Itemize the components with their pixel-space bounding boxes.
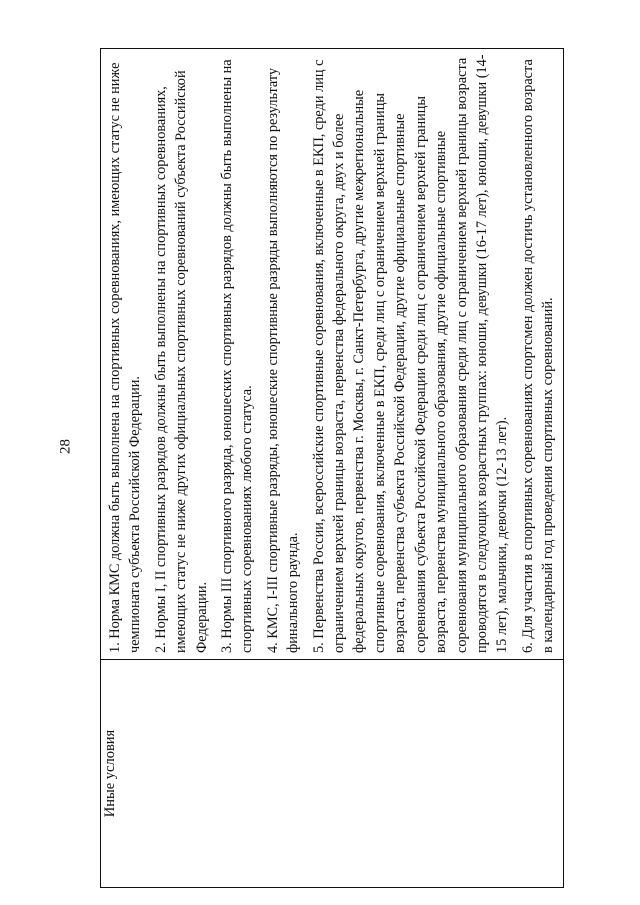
page-number: 28 xyxy=(57,439,74,454)
condition-item-6: 6. Для участия в спортивных соревнованиях спортсмен должен достичь установленного возраста в календарный год проведения спортивных соревнований. xyxy=(519,59,557,653)
condition-item-5: 5. Первенства России, всероссийские спортивные соревнования, включенные в ЕКП, среди лиц с ограничением верхней границы возраста, первенства федерального округа, двух и более федеральных округов, первенства г. Москвы, г. Санкт-Петербурга, другие межрегиональные спортивные соревнования, включенные в ЕКП, среди лиц с ограничением верхней границы возраста, первенства субъекта Российской Федерации, другие официальные спортивные соревнования субъекта Российской Федерации среди лиц с ограничением верхней границы возраста, первенства муниципального образования, другие официальные спортивные соревнования муниципального образования среди лиц с ограничением верхней границы возраста проводятся в следующих возрастных группах: юноши, девушки (16-17 лет), юноши, девушки (14-15 лет), мальчики, девочки (12-13 лет). xyxy=(310,54,511,653)
row-label: Иные условия xyxy=(102,729,118,818)
table-row xyxy=(101,49,564,888)
row-content-cell xyxy=(101,49,564,660)
condition-item-2: 2. Нормы I, II спортивных разрядов должны быть выполнены на спортивных соревнованиях, имеющих статус не ниже других официальных спортивных соревнований субъекта Российской Федерации. xyxy=(152,70,210,653)
row-label-cell xyxy=(101,660,564,888)
conditions-table xyxy=(100,48,564,888)
rotated-table-wrapper xyxy=(100,48,557,888)
condition-item-1: 1. Норма КМС должна быть выполнена на спортивных соревнованиях, имеющих статус не ниже чемпионата субъекта Российской Федерации. xyxy=(107,62,144,653)
condition-item-3: 3. Нормы III спортивного разряда, юношеских спортивных разрядов должны быть выполнены на спортивных соревнованиях любого статуса. xyxy=(219,59,256,653)
condition-item-4: 4. КМС, I-III спортивные разряды, юношеские спортивные разряды выполняются по результату финального раунда. xyxy=(264,67,302,653)
